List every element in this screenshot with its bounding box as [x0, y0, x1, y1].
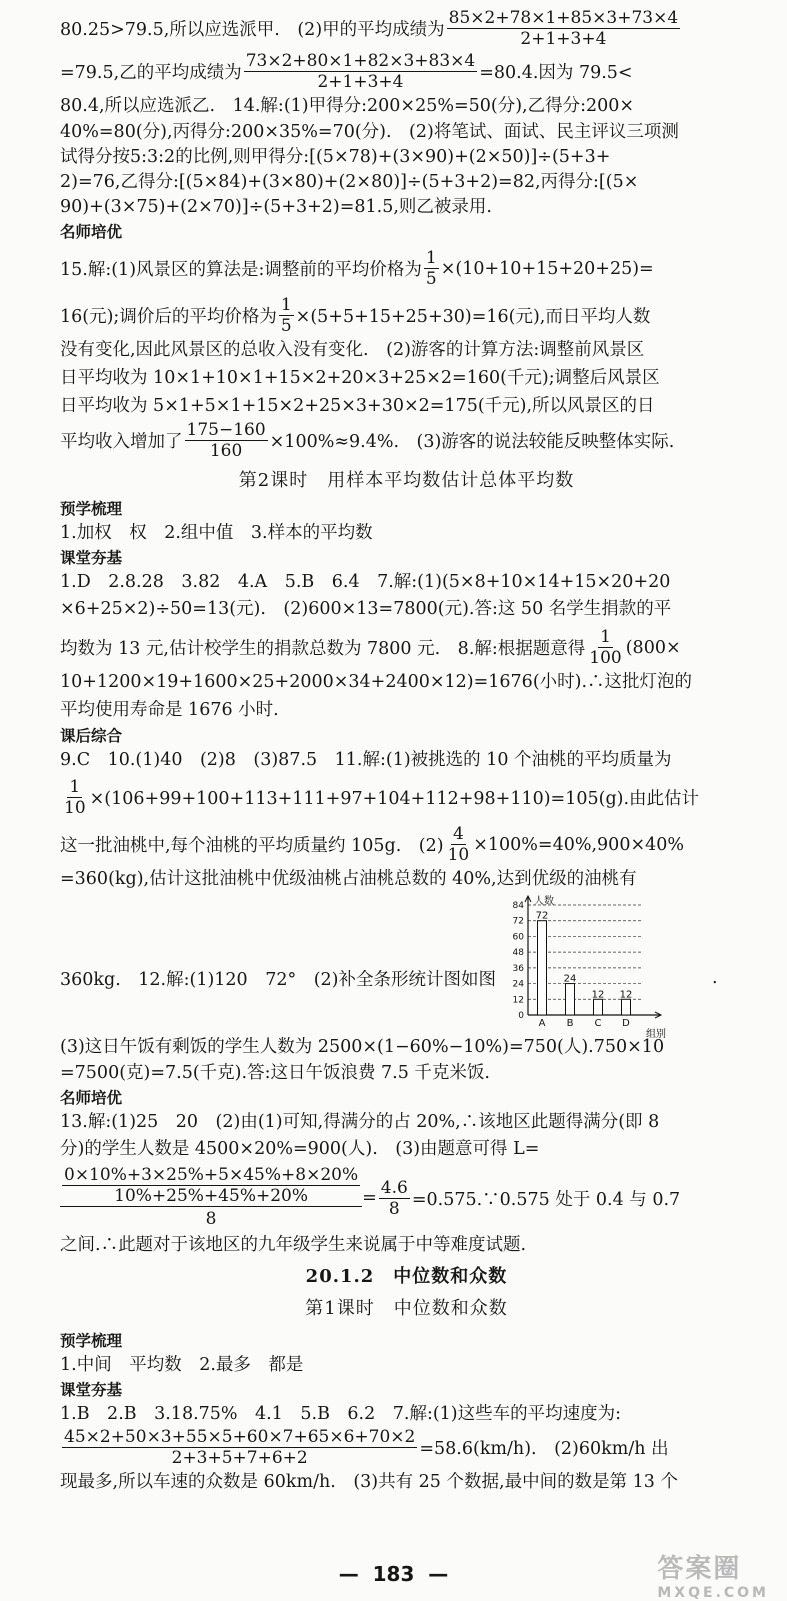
- class-line-3: [60, 627, 753, 668]
- nested-fraction: [62, 1165, 360, 1206]
- text: =79.5,乙的平均成绩为: [60, 63, 242, 83]
- page-number: 183: [372, 1562, 415, 1586]
- after-line-3: [60, 824, 753, 865]
- fraction-one-fifth: [424, 248, 439, 289]
- y-axis-label: 人数: [534, 896, 554, 907]
- section-heading: 课堂夯基: [60, 549, 123, 567]
- fraction-numerator: 1: [69, 777, 81, 797]
- fraction-numerator: 175−160: [186, 420, 266, 440]
- section-heading: 名师培优: [60, 223, 123, 241]
- fraction-difficulty: [60, 1165, 362, 1231]
- after-line-2: [60, 777, 753, 818]
- section-heading: 名师培优: [60, 1089, 123, 1107]
- line-6: 2)=76,乙得分:[(5×84)+(3×80)+(2×80)]÷(5+3+2)=82,丙得分:[(5×: [60, 172, 639, 192]
- lesson-title-3: 第1课时 中位数和众数: [305, 1298, 508, 1319]
- watermark-text: 答案圈: [657, 1554, 742, 1584]
- class-line-4: 10+1200×19+1600×25+2000×34+2400×12)=1676(小时).∴这批灯泡的: [60, 672, 693, 692]
- text: (800×: [625, 637, 681, 658]
- data-label: 72: [535, 910, 549, 922]
- bar: [538, 921, 547, 1015]
- text: 80.25>79.5,所以应选派甲. (2)甲的平均成绩为: [60, 20, 445, 40]
- fraction-four-tenths: [446, 824, 472, 865]
- y-tick-label: 84: [512, 901, 524, 911]
- fraction-one-tenth: [62, 777, 88, 818]
- section-heading: 课后综合: [60, 727, 123, 745]
- text: ×(106+99+100+113+111+97+104+112+98+110)=105(g).由此估计: [89, 789, 700, 809]
- fraction-numerator: 85×2+78×1+85×3+73×4: [448, 8, 679, 28]
- y-tick-label: 48: [512, 948, 524, 959]
- q15-line-4: 日平均收为 10×1+10×1+15×2+20×3+25×2=160(千元);调整后风景区: [60, 368, 660, 388]
- advanced-line-1: 13.解:(1)25 20 (2)由(1)可知,得满分的占 20%,∴该地区此题得满分(即 8: [60, 1112, 660, 1132]
- section-title-3: 20.1.2 中位数和众数: [305, 1266, 508, 1287]
- data-label: 12: [619, 989, 633, 1001]
- after-line-7: =7500(克)=7.5(千克).答:这日午饭浪费 7.5 千克米饭.: [60, 1063, 490, 1083]
- q15-line-5: 日平均收为 5×1+5×1+15×2+25×3+30×2=175(千元),所以风景区的日: [60, 396, 655, 416]
- text: ×100%≈9.4%. (3)游客的说法较能反映整体实际.: [269, 432, 675, 452]
- x-tick-label: D: [622, 1018, 630, 1029]
- text: 15.解:(1)风景区的算法是:调整前的平均价格为: [60, 260, 422, 280]
- fraction-denominator: 100: [589, 648, 622, 668]
- x-axis-label: 组别: [646, 1029, 666, 1040]
- fraction-value: [379, 1178, 410, 1219]
- text: ×(10+10+15+20+25)=: [440, 258, 654, 279]
- fraction-denominator: 2+3+5+7+6+2: [171, 1448, 308, 1468]
- data-label: 12: [591, 989, 605, 1001]
- y-tick-label: 24: [512, 979, 524, 990]
- text: =80.4.因为 79.5<: [479, 63, 633, 83]
- fraction-denominator: 10: [64, 798, 86, 818]
- footer-dash: —: [338, 1562, 373, 1586]
- text: 16(元);调价后的平均价格为: [60, 307, 277, 327]
- text: =: [362, 1188, 377, 1208]
- q15-line-2: [60, 295, 753, 336]
- watermark-logo: [657, 1548, 769, 1601]
- text: =0.575.∵0.575 处于 0.4 与 0.7: [411, 1189, 681, 1210]
- fraction-denominator: 8: [388, 1198, 400, 1219]
- section-heading: 预学梳理: [60, 1332, 123, 1350]
- text: =58.6(km/h). (2)60km/h 出: [419, 1439, 669, 1459]
- advanced-line-3: [60, 1165, 753, 1231]
- text: 这一批油桃中,每个油桃的平均质量约 105g. (2): [60, 836, 444, 856]
- footer-dash: —: [414, 1562, 449, 1586]
- class-line-2: ×6+25×2)÷50=13(元). (2)600×13=7800(元).答:这 50 名学生捐款的平: [60, 599, 672, 619]
- after-line-6: (3)这日午饭有剩饭的学生人数为 2500×(1−60%−10%)=750(人).750×10: [60, 1037, 665, 1057]
- fraction-numerator: 73×2+80×1+82×3+83×4: [245, 51, 476, 71]
- class-line-1: 1.D 2.8.28 3.82 4.A 5.B 6.4 7.解:(1)(5×8+10×14+15×20+20: [60, 572, 671, 592]
- advanced-line-2: 分)的学生人数是 4500×20%=900(人). (3)由题意可得 L=: [60, 1139, 540, 1159]
- fraction-numerator: 1: [280, 295, 292, 315]
- text: 均数为 13 元,估计校学生的捐款总数为 7800 元. 8.解:根据题意得: [60, 639, 586, 659]
- bar: [594, 999, 603, 1015]
- watermark-url: MXQE.COM: [657, 1585, 769, 1601]
- after-line-4: =360(kg),估计这批油桃中优级油桃占油桃总数的 40%,达到优级的油桃有: [60, 869, 637, 889]
- section-heading: 课堂夯基: [60, 1381, 123, 1399]
- class3-line-3: 现最多,所以车速的众数是 60km/h. (3)共有 25 个数据,最中间的数是第 13 个: [60, 1472, 678, 1492]
- x-tick-label: C: [594, 1018, 602, 1029]
- fraction-one-fifth: [279, 295, 294, 336]
- x-tick-label: A: [538, 1018, 546, 1029]
- fraction-numerator: 0×10%+3×25%+5×45%+8×20%: [64, 1165, 359, 1185]
- fraction-denominator: 2+1+3+4: [317, 72, 404, 92]
- text: 360kg. 12.解:(1)120 72° (2)补全条形统计图如图: [60, 969, 496, 990]
- y-tick-label: 0: [518, 1011, 524, 1021]
- class3-line-2: [60, 1427, 753, 1468]
- fraction-numerator: 45×2+50×3+55×5+60×7+65×6+70×2: [64, 1427, 416, 1447]
- preview-answers: 1.加权 权 2.组中值 3.样本的平均数: [60, 523, 373, 543]
- y-tick-label: 72: [512, 916, 524, 927]
- fraction-numerator: 1: [600, 627, 611, 647]
- fraction-yi-avg: [244, 51, 478, 92]
- text: 平均收入增加了: [60, 432, 183, 452]
- fraction-denominator: 10: [447, 845, 470, 865]
- line-5: 试得分按5:3:2的比例,则甲得分:[(5×78)+(3×90)+(2×50)]÷(5+3+: [60, 147, 611, 167]
- fraction-jia-avg: [447, 8, 681, 49]
- fraction-one-hundredth: [587, 627, 623, 668]
- line-4: 40%=80(分),丙得分:200×35%=70(分). (2)将笔试、面试、民主评议三项测: [60, 122, 679, 142]
- data-label: 24: [563, 973, 577, 985]
- line-1: [60, 8, 753, 49]
- q15-line-6: [60, 420, 753, 461]
- y-tick-label: 36: [512, 963, 524, 974]
- fraction-denominator: 8: [205, 1209, 217, 1229]
- y-tick-label: 60: [512, 932, 524, 943]
- fraction-numerator: 4.6: [380, 1177, 408, 1198]
- bar-chart: [502, 893, 682, 1040]
- after-line-1: 9.C 10.(1)40 (2)8 (3)87.5 11.解:(1)被挑选的 10 个油桃的平均质量为: [60, 750, 672, 770]
- bar: [566, 984, 575, 1015]
- fraction-increase: [185, 420, 268, 461]
- line-7: 90)+(3×75)+(2×70)]÷(5+3+2)=81.5,则乙被录用.: [60, 197, 492, 217]
- line-3: 80.4,所以应选派乙. 14.解:(1)甲得分:200×25%=50(分),乙得分:200×: [60, 96, 635, 116]
- fraction-denominator: 10%+25%+45%+20%: [114, 1186, 308, 1206]
- fraction-denominator: 5: [280, 316, 292, 336]
- class-line-5: 平均使用寿命是 1676 小时.: [60, 700, 279, 720]
- fraction-denominator: 2+1+3+4: [520, 29, 607, 49]
- fraction-numerator: 4: [453, 824, 464, 844]
- fraction-avg-speed: [62, 1427, 417, 1468]
- x-tick-label: B: [566, 1018, 574, 1029]
- fraction-numerator: [60, 1165, 362, 1207]
- y-tick-label: 12: [512, 995, 524, 1006]
- preview-answers-3: 1.中间 平均数 2.最多 都是: [60, 1355, 304, 1375]
- q15-line-1: [60, 248, 753, 289]
- fraction-numerator: 1: [425, 248, 437, 268]
- after-line-5: [60, 893, 753, 1040]
- text: ×100%=40%,900×40%: [473, 834, 685, 855]
- class3-line-1: 1.B 2.B 3.18.75% 4.1 5.B 6.2 7.解:(1)这些车的平均速度为:: [60, 1404, 622, 1424]
- line-2: [60, 51, 753, 92]
- q15-line-3: 没有变化,因此风景区的总收入没有变化. (2)游客的计算方法:调整前风景区: [60, 340, 645, 360]
- fraction-denominator: 5: [425, 269, 437, 289]
- bar: [622, 999, 631, 1015]
- fraction-denominator: 160: [209, 441, 243, 461]
- lesson-title-2: 第2课时 用样本平均数估计总体平均数: [238, 470, 575, 491]
- text: ×(5+5+15+25+30)=16(元),而日平均人数: [295, 307, 651, 327]
- advanced-line-4: 之间.∴此题对于该地区的九年级学生来说属于中等难度试题.: [60, 1235, 527, 1255]
- section-heading: 预学梳理: [60, 500, 123, 518]
- text: .: [712, 968, 718, 988]
